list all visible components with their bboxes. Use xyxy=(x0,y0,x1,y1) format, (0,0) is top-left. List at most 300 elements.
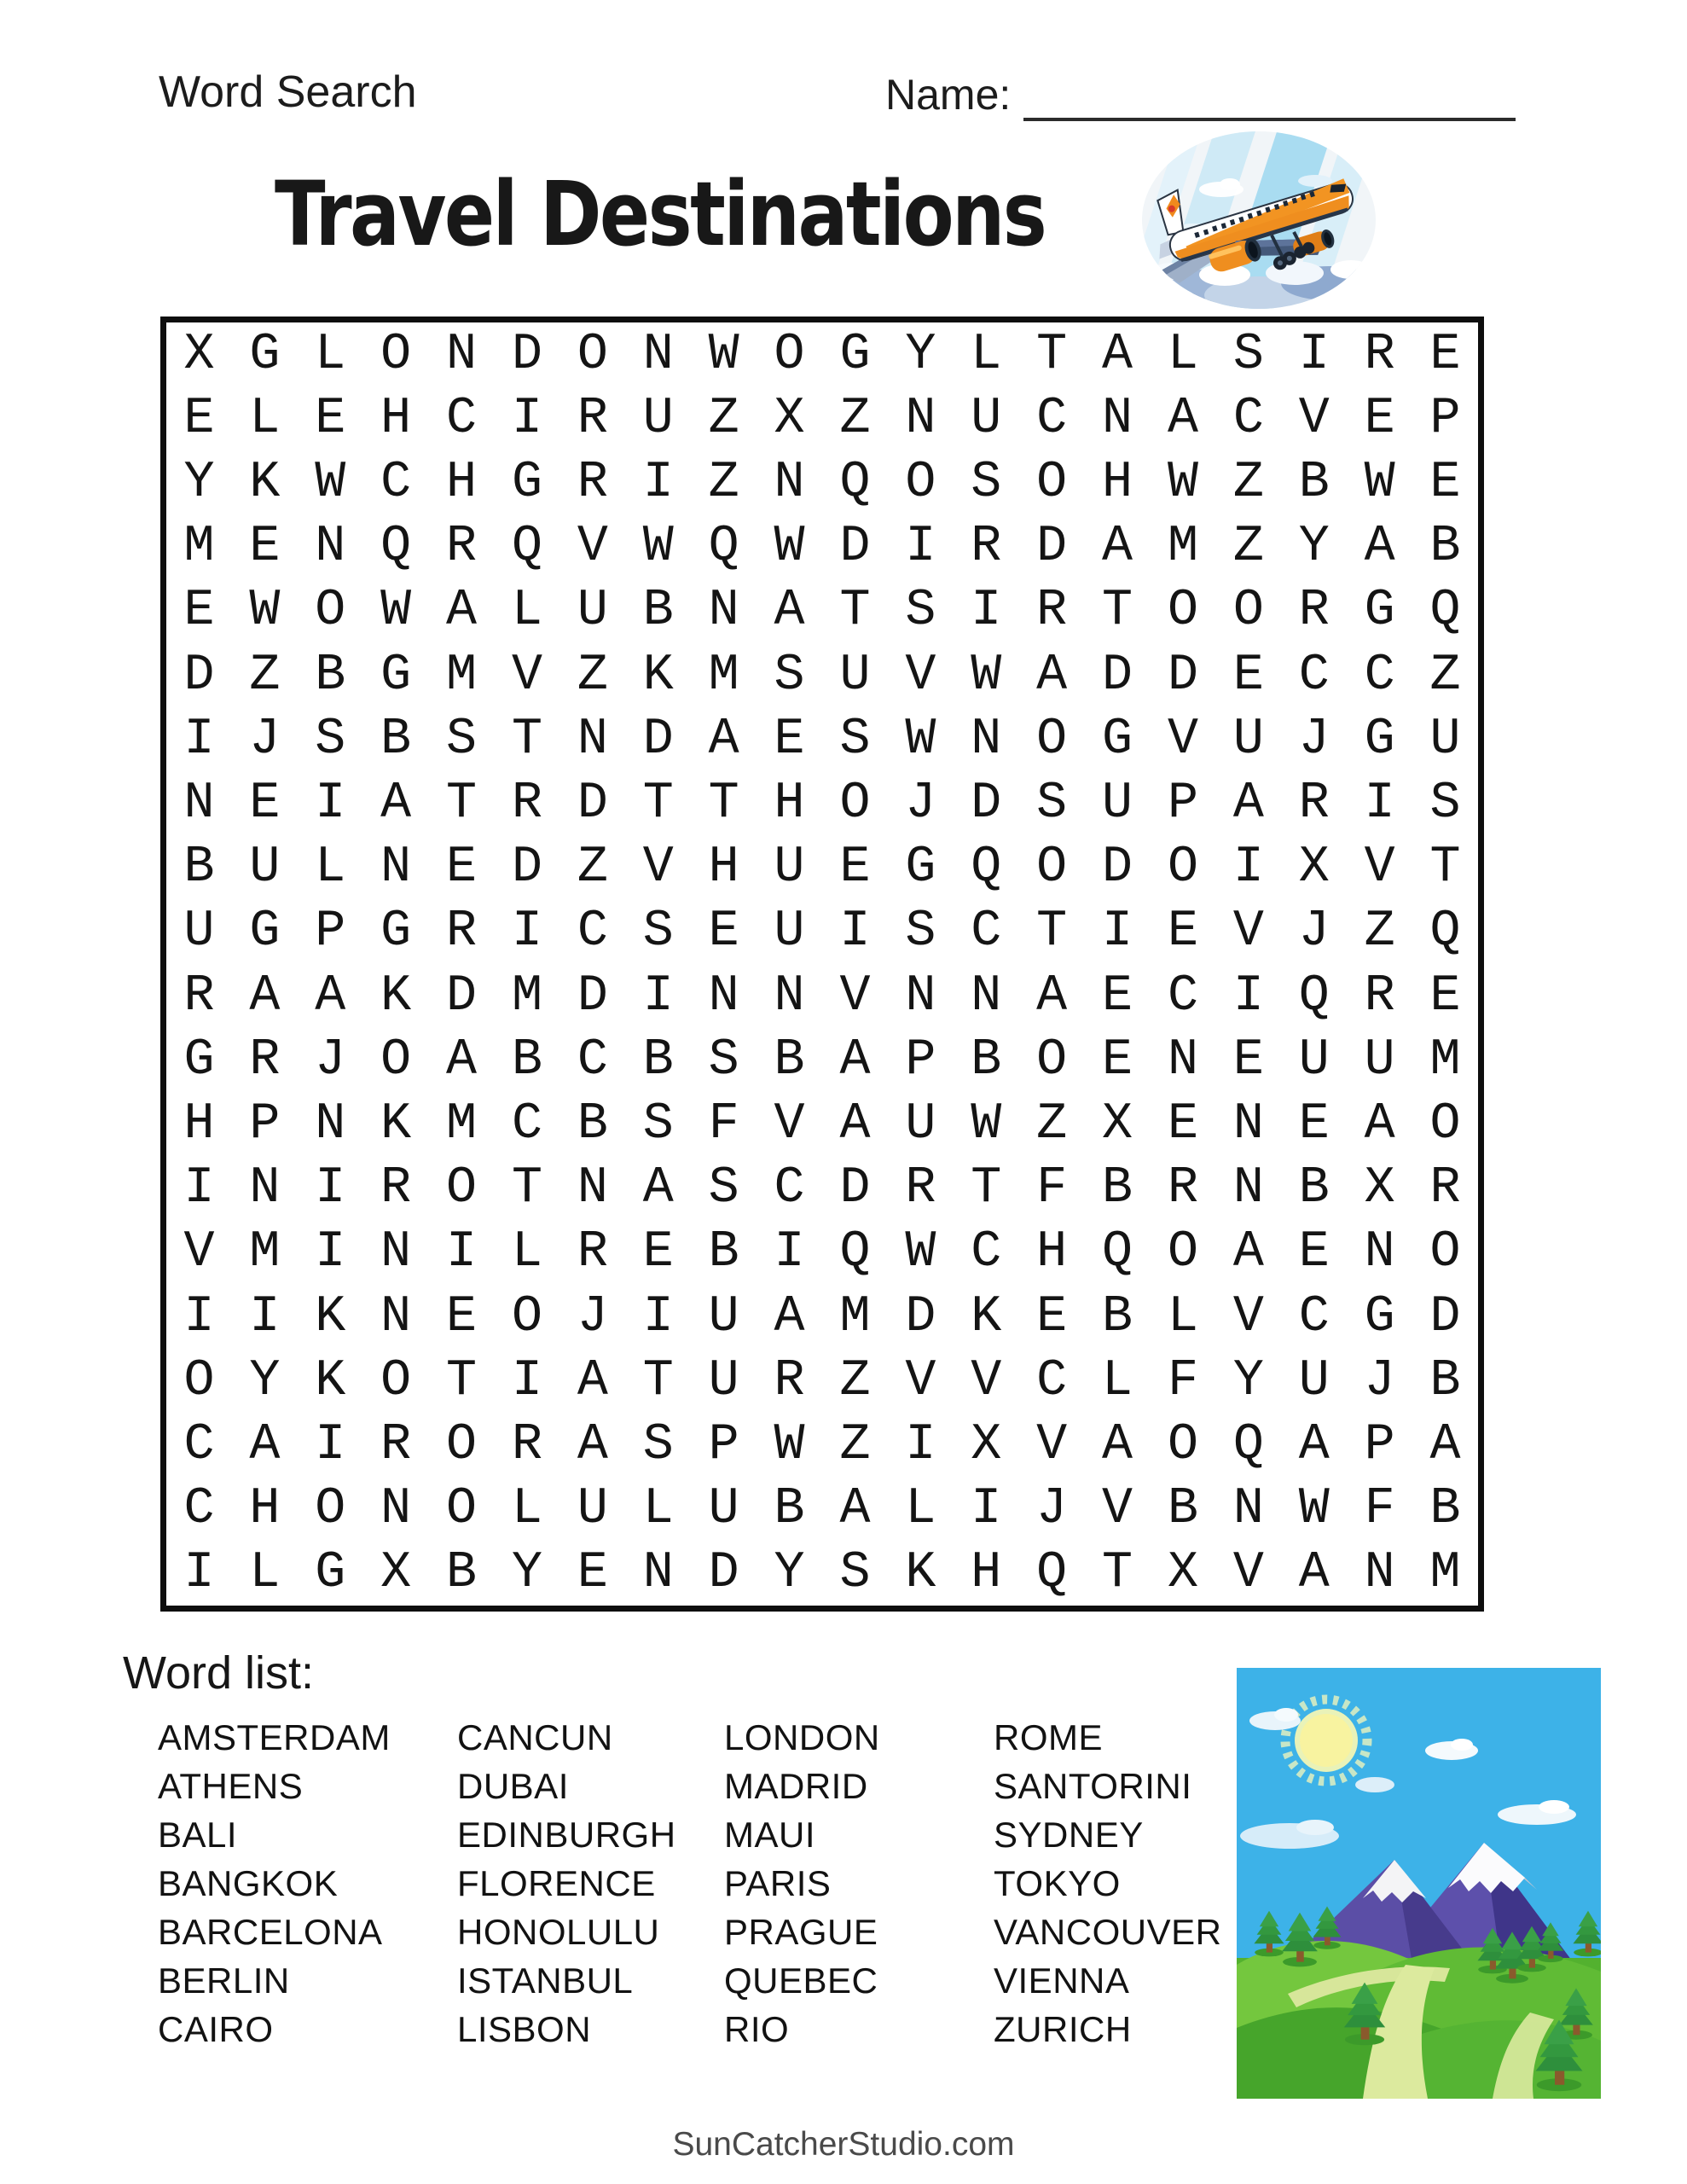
grid-cell[interactable]: T xyxy=(1036,325,1068,384)
grid-cell[interactable]: V xyxy=(1232,1287,1264,1346)
grid-cell[interactable]: Q xyxy=(971,839,1002,897)
grid-cell[interactable]: Q xyxy=(1102,1223,1133,1282)
grid-cell[interactable]: C xyxy=(380,453,412,512)
grid-cell[interactable]: E xyxy=(183,582,215,641)
grid-cell[interactable]: W xyxy=(905,710,936,769)
grid-cell[interactable]: A xyxy=(1102,518,1133,577)
grid-cell[interactable]: O xyxy=(183,1351,215,1410)
grid-cell[interactable]: D xyxy=(839,518,871,577)
grid-cell[interactable]: J xyxy=(1298,710,1330,769)
word-list-item[interactable]: AMSTERDAM xyxy=(158,1717,391,1757)
grid-cell[interactable]: I xyxy=(1298,325,1330,384)
grid-cell[interactable]: B xyxy=(1102,1159,1133,1218)
word-list-item[interactable]: VIENNA xyxy=(994,1960,1130,2001)
grid-cell[interactable]: B xyxy=(380,710,412,769)
grid-cell[interactable]: A xyxy=(1298,1544,1330,1603)
grid-cell[interactable]: V xyxy=(183,1223,215,1282)
grid-cell[interactable]: U xyxy=(774,839,805,897)
word-list-item[interactable]: VANCOUVER xyxy=(994,1912,1222,1952)
grid-cell[interactable]: T xyxy=(511,710,542,769)
grid-cell[interactable]: R xyxy=(1298,774,1330,833)
grid-cell[interactable]: L xyxy=(1102,1351,1133,1410)
grid-cell[interactable]: P xyxy=(315,903,346,961)
grid-cell[interactable]: F xyxy=(1036,1159,1068,1218)
grid-cell[interactable]: H xyxy=(380,389,412,448)
grid-cell[interactable]: N xyxy=(315,1095,346,1153)
grid-cell[interactable]: S xyxy=(315,710,346,769)
word-list-item[interactable]: BALI xyxy=(158,1815,238,1855)
grid-cell[interactable]: T xyxy=(1036,903,1068,961)
grid-cell[interactable]: J xyxy=(1364,1351,1395,1410)
grid-cell[interactable]: U xyxy=(183,903,215,961)
grid-cell[interactable]: I xyxy=(642,453,674,512)
grid-cell[interactable]: W xyxy=(315,453,346,512)
grid-cell[interactable]: A xyxy=(577,1351,608,1410)
grid-cell[interactable]: T xyxy=(642,1351,674,1410)
grid-cell[interactable]: C xyxy=(774,1159,805,1218)
grid-cell[interactable]: W xyxy=(1167,453,1198,512)
grid-cell[interactable]: B xyxy=(1167,1480,1198,1539)
grid-cell[interactable]: N xyxy=(1102,389,1133,448)
grid-cell[interactable]: R xyxy=(1167,1159,1198,1218)
grid-cell[interactable]: A xyxy=(1364,1095,1395,1153)
grid-cell[interactable]: P xyxy=(1429,389,1461,448)
grid-cell[interactable]: N xyxy=(577,1159,608,1218)
grid-cell[interactable]: E xyxy=(1298,1095,1330,1153)
grid-cell[interactable]: K xyxy=(905,1544,936,1603)
grid-cell[interactable]: Z xyxy=(839,1351,871,1410)
grid-cell[interactable]: Q xyxy=(511,518,542,577)
grid-cell[interactable]: U xyxy=(708,1351,739,1410)
grid-cell[interactable]: X xyxy=(774,389,805,448)
grid-cell[interactable]: O xyxy=(380,1031,412,1089)
grid-cell[interactable]: A xyxy=(839,1480,871,1539)
grid-cell[interactable]: N xyxy=(1232,1480,1264,1539)
grid-cell[interactable]: E xyxy=(1429,453,1461,512)
grid-cell[interactable]: G xyxy=(183,1031,215,1089)
grid-cell[interactable]: I xyxy=(642,967,674,1025)
grid-cell[interactable]: Q xyxy=(380,518,412,577)
grid-cell[interactable]: Z xyxy=(1429,646,1461,705)
grid-cell[interactable]: C xyxy=(1167,967,1198,1025)
grid-cell[interactable]: D xyxy=(1036,518,1068,577)
grid-cell[interactable]: Q xyxy=(1232,1415,1264,1474)
grid-cell[interactable]: B xyxy=(708,1223,739,1282)
grid-cell[interactable]: N xyxy=(774,453,805,512)
grid-cell[interactable]: K xyxy=(380,1095,412,1153)
grid-cell[interactable]: F xyxy=(1167,1351,1198,1410)
grid-cell[interactable]: I xyxy=(183,1159,215,1218)
grid-cell[interactable]: N xyxy=(577,710,608,769)
word-list-item[interactable]: EDINBURGH xyxy=(457,1815,676,1855)
grid-cell[interactable]: U xyxy=(708,1480,739,1539)
grid-cell[interactable]: A xyxy=(380,774,412,833)
word-list-item[interactable]: PRAGUE xyxy=(724,1912,878,1952)
grid-cell[interactable]: N xyxy=(905,389,936,448)
grid-cell[interactable]: D xyxy=(183,646,215,705)
grid-cell[interactable]: R xyxy=(577,389,608,448)
grid-cell[interactable]: D xyxy=(971,774,1002,833)
word-list-item[interactable]: FLORENCE xyxy=(457,1863,656,1903)
grid-cell[interactable]: V xyxy=(577,518,608,577)
grid-cell[interactable]: S xyxy=(708,1031,739,1089)
grid-cell[interactable]: X xyxy=(1167,1544,1198,1603)
grid-cell[interactable]: B xyxy=(183,839,215,897)
word-list-item[interactable]: QUEBEC xyxy=(724,1960,878,2001)
grid-cell[interactable]: E xyxy=(1102,1031,1133,1089)
grid-cell[interactable]: R xyxy=(183,967,215,1025)
grid-cell[interactable]: I xyxy=(511,903,542,961)
grid-cell[interactable]: A xyxy=(839,1095,871,1153)
grid-cell[interactable]: V xyxy=(642,839,674,897)
grid-cell[interactable]: A xyxy=(774,1287,805,1346)
grid-cell[interactable]: L xyxy=(905,1480,936,1539)
grid-cell[interactable]: Q xyxy=(839,1223,871,1282)
grid-cell[interactable]: B xyxy=(642,582,674,641)
grid-cell[interactable]: U xyxy=(642,389,674,448)
grid-cell[interactable]: I xyxy=(315,1159,346,1218)
grid-cell[interactable]: C xyxy=(1298,1287,1330,1346)
grid-cell[interactable]: E xyxy=(315,389,346,448)
grid-cell[interactable]: N xyxy=(315,518,346,577)
grid-cell[interactable]: B xyxy=(1429,518,1461,577)
grid-cell[interactable]: S xyxy=(708,1159,739,1218)
grid-cell[interactable]: M xyxy=(708,646,739,705)
grid-cell[interactable]: D xyxy=(1102,839,1133,897)
grid-cell[interactable]: I xyxy=(1232,967,1264,1025)
grid-cell[interactable]: N xyxy=(1364,1544,1395,1603)
grid-cell[interactable]: G xyxy=(1102,710,1133,769)
grid-cell[interactable]: J xyxy=(1036,1480,1068,1539)
grid-cell[interactable]: T xyxy=(446,1351,478,1410)
grid-cell[interactable]: N xyxy=(708,582,739,641)
grid-cell[interactable]: I xyxy=(315,774,346,833)
grid-cell[interactable]: E xyxy=(708,903,739,961)
grid-cell[interactable]: E xyxy=(1429,325,1461,384)
grid-cell[interactable]: R xyxy=(971,518,1002,577)
grid-cell[interactable]: N xyxy=(446,325,478,384)
grid-cell[interactable]: G xyxy=(1364,710,1395,769)
grid-cell[interactable]: G xyxy=(1364,582,1395,641)
grid-cell[interactable]: R xyxy=(577,453,608,512)
grid-cell[interactable]: U xyxy=(1429,710,1461,769)
grid-cell[interactable]: M xyxy=(446,1095,478,1153)
grid-cell[interactable]: H xyxy=(183,1095,215,1153)
grid-cell[interactable]: S xyxy=(971,453,1002,512)
grid-cell[interactable]: X xyxy=(971,1415,1002,1474)
grid-cell[interactable]: R xyxy=(380,1415,412,1474)
grid-cell[interactable]: S xyxy=(642,1095,674,1153)
grid-cell[interactable]: O xyxy=(1036,710,1068,769)
grid-cell[interactable]: C xyxy=(446,389,478,448)
grid-cell[interactable]: I xyxy=(183,1287,215,1346)
grid-cell[interactable]: D xyxy=(839,1159,871,1218)
grid-cell[interactable]: O xyxy=(446,1159,478,1218)
grid-cell[interactable]: O xyxy=(315,582,346,641)
grid-cell[interactable]: I xyxy=(642,1287,674,1346)
grid-cell[interactable]: W xyxy=(1298,1480,1330,1539)
grid-cell[interactable]: R xyxy=(1429,1159,1461,1218)
grid-cell[interactable]: Q xyxy=(1036,1544,1068,1603)
grid-cell[interactable]: P xyxy=(249,1095,281,1153)
grid-cell[interactable]: W xyxy=(971,646,1002,705)
grid-cell[interactable]: H xyxy=(971,1544,1002,1603)
grid-cell[interactable]: P xyxy=(1167,774,1198,833)
grid-cell[interactable]: G xyxy=(315,1544,346,1603)
grid-cell[interactable]: D xyxy=(1102,646,1133,705)
grid-cell[interactable]: E xyxy=(839,839,871,897)
grid-cell[interactable]: N xyxy=(380,1480,412,1539)
grid-cell[interactable]: R xyxy=(446,903,478,961)
grid-cell[interactable]: U xyxy=(1232,710,1264,769)
grid-cell[interactable]: G xyxy=(511,453,542,512)
grid-cell[interactable]: H xyxy=(1102,453,1133,512)
grid-cell[interactable]: L xyxy=(1167,325,1198,384)
grid-cell[interactable]: Y xyxy=(1232,1351,1264,1410)
grid-cell[interactable]: M xyxy=(839,1287,871,1346)
grid-cell[interactable]: O xyxy=(1167,582,1198,641)
grid-cell[interactable]: Z xyxy=(708,453,739,512)
grid-cell[interactable]: D xyxy=(446,967,478,1025)
grid-cell[interactable]: E xyxy=(446,1287,478,1346)
grid-cell[interactable]: A xyxy=(1102,1415,1133,1474)
grid-cell[interactable]: D xyxy=(511,839,542,897)
grid-cell[interactable]: I xyxy=(315,1415,346,1474)
grid-cell[interactable]: E xyxy=(249,518,281,577)
grid-cell[interactable]: A xyxy=(577,1415,608,1474)
grid-cell[interactable]: A xyxy=(1429,1415,1461,1474)
grid-cell[interactable]: I xyxy=(315,1223,346,1282)
grid-cell[interactable]: Z xyxy=(839,1415,871,1474)
grid-cell[interactable]: Z xyxy=(839,389,871,448)
grid-cell[interactable]: G xyxy=(1364,1287,1395,1346)
word-list-item[interactable]: TOKYO xyxy=(994,1863,1121,1903)
word-list-item[interactable]: BERLIN xyxy=(158,1960,290,2001)
grid-cell[interactable]: S xyxy=(1036,774,1068,833)
grid-cell[interactable]: O xyxy=(1036,1031,1068,1089)
grid-cell[interactable]: Y xyxy=(774,1544,805,1603)
grid-cell[interactable]: N xyxy=(708,967,739,1025)
grid-cell[interactable]: V xyxy=(971,1351,1002,1410)
grid-cell[interactable]: N xyxy=(380,839,412,897)
grid-cell[interactable]: Y xyxy=(905,325,936,384)
grid-cell[interactable]: A xyxy=(708,710,739,769)
grid-cell[interactable]: H xyxy=(708,839,739,897)
grid-cell[interactable]: I xyxy=(1102,903,1133,961)
grid-cell[interactable]: D xyxy=(577,967,608,1025)
grid-cell[interactable]: J xyxy=(577,1287,608,1346)
grid-cell[interactable]: A xyxy=(249,1415,281,1474)
grid-cell[interactable]: Z xyxy=(708,389,739,448)
grid-cell[interactable]: T xyxy=(446,774,478,833)
grid-cell[interactable]: E xyxy=(1232,646,1264,705)
grid-cell[interactable]: M xyxy=(249,1223,281,1282)
grid-cell[interactable]: U xyxy=(708,1287,739,1346)
grid-cell[interactable]: I xyxy=(511,389,542,448)
grid-cell[interactable]: I xyxy=(249,1287,281,1346)
grid-cell[interactable]: P xyxy=(905,1031,936,1089)
grid-cell[interactable]: A xyxy=(1036,646,1068,705)
grid-cell[interactable]: N xyxy=(183,774,215,833)
grid-cell[interactable]: T xyxy=(1102,1544,1133,1603)
grid-cell[interactable]: O xyxy=(774,325,805,384)
grid-cell[interactable]: S xyxy=(642,1415,674,1474)
word-list-item[interactable]: BANGKOK xyxy=(158,1863,339,1903)
grid-cell[interactable]: T xyxy=(511,1159,542,1218)
grid-cell[interactable]: T xyxy=(1102,582,1133,641)
grid-cell[interactable]: C xyxy=(1036,1351,1068,1410)
grid-cell[interactable]: Z xyxy=(1232,453,1264,512)
grid-cell[interactable]: N xyxy=(380,1223,412,1282)
grid-cell[interactable]: E xyxy=(774,710,805,769)
grid-cell[interactable]: X xyxy=(1364,1159,1395,1218)
grid-cell[interactable]: Q xyxy=(1429,903,1461,961)
grid-cell[interactable]: U xyxy=(1298,1031,1330,1089)
grid-cell[interactable]: Q xyxy=(839,453,871,512)
grid-cell[interactable]: O xyxy=(905,453,936,512)
grid-cell[interactable]: J xyxy=(315,1031,346,1089)
grid-cell[interactable]: E xyxy=(249,774,281,833)
grid-cell[interactable]: T xyxy=(1429,839,1461,897)
grid-cell[interactable]: Z xyxy=(1232,518,1264,577)
grid-cell[interactable]: K xyxy=(249,453,281,512)
grid-cell[interactable]: R xyxy=(905,1159,936,1218)
grid-cell[interactable]: O xyxy=(1036,839,1068,897)
grid-cell[interactable]: G xyxy=(380,903,412,961)
grid-cell[interactable]: W xyxy=(905,1223,936,1282)
grid-cell[interactable]: L xyxy=(642,1480,674,1539)
grid-cell[interactable]: W xyxy=(971,1095,1002,1153)
grid-cell[interactable]: I xyxy=(446,1223,478,1282)
grid-cell[interactable]: K xyxy=(315,1351,346,1410)
grid-cell[interactable]: C xyxy=(971,1223,1002,1282)
grid-cell[interactable]: O xyxy=(1167,839,1198,897)
grid-cell[interactable]: G xyxy=(839,325,871,384)
grid-cell[interactable]: H xyxy=(1036,1223,1068,1282)
grid-cell[interactable]: O xyxy=(1167,1223,1198,1282)
grid-cell[interactable]: B xyxy=(446,1544,478,1603)
grid-cell[interactable]: R xyxy=(511,1415,542,1474)
grid-cell[interactable]: X xyxy=(1298,839,1330,897)
grid-cell[interactable]: N xyxy=(1232,1159,1264,1218)
grid-cell[interactable]: X xyxy=(380,1544,412,1603)
grid-cell[interactable]: V xyxy=(1298,389,1330,448)
grid-cell[interactable]: R xyxy=(1298,582,1330,641)
grid-cell[interactable]: L xyxy=(249,389,281,448)
grid-cell[interactable]: V xyxy=(1036,1415,1068,1474)
grid-cell[interactable]: B xyxy=(1429,1480,1461,1539)
grid-cell[interactable]: O xyxy=(1429,1223,1461,1282)
grid-cell[interactable]: I xyxy=(839,903,871,961)
grid-cell[interactable]: C xyxy=(1298,646,1330,705)
grid-cell[interactable]: D xyxy=(905,1287,936,1346)
grid-cell[interactable]: N xyxy=(1167,1031,1198,1089)
grid-cell[interactable]: H xyxy=(446,453,478,512)
grid-cell[interactable]: L xyxy=(315,325,346,384)
grid-cell[interactable]: O xyxy=(577,325,608,384)
grid-cell[interactable]: E xyxy=(1429,967,1461,1025)
grid-cell[interactable]: V xyxy=(774,1095,805,1153)
grid-cell[interactable]: L xyxy=(1167,1287,1198,1346)
grid-cell[interactable]: W xyxy=(774,1415,805,1474)
grid-cell[interactable]: N xyxy=(642,325,674,384)
grid-cell[interactable]: B xyxy=(774,1480,805,1539)
word-list-item[interactable]: CANCUN xyxy=(457,1717,613,1757)
grid-cell[interactable]: C xyxy=(183,1480,215,1539)
grid-cell[interactable]: U xyxy=(577,1480,608,1539)
grid-cell[interactable]: E xyxy=(1102,967,1133,1025)
grid-cell[interactable]: A xyxy=(315,967,346,1025)
grid-cell[interactable]: R xyxy=(577,1223,608,1282)
name-input-line[interactable] xyxy=(1023,82,1516,121)
grid-cell[interactable]: D xyxy=(1429,1287,1461,1346)
grid-cell[interactable]: Q xyxy=(1298,967,1330,1025)
grid-cell[interactable]: O xyxy=(315,1480,346,1539)
grid-cell[interactable]: U xyxy=(971,389,1002,448)
grid-cell[interactable]: D xyxy=(511,325,542,384)
grid-cell[interactable]: A xyxy=(446,582,478,641)
word-list-item[interactable]: LONDON xyxy=(724,1717,880,1757)
grid-cell[interactable]: S xyxy=(905,903,936,961)
grid-cell[interactable]: S xyxy=(839,710,871,769)
grid-cell[interactable]: M xyxy=(183,518,215,577)
grid-cell[interactable]: B xyxy=(1429,1351,1461,1410)
grid-cell[interactable]: R xyxy=(1364,967,1395,1025)
grid-cell[interactable]: B xyxy=(1298,1159,1330,1218)
grid-cell[interactable]: A xyxy=(1102,325,1133,384)
word-list-item[interactable]: ISTANBUL xyxy=(457,1960,634,2001)
grid-cell[interactable]: C xyxy=(511,1095,542,1153)
word-list-item[interactable]: SANTORINI xyxy=(994,1766,1192,1806)
grid-cell[interactable]: U xyxy=(1102,774,1133,833)
grid-cell[interactable]: W xyxy=(642,518,674,577)
grid-cell[interactable]: E xyxy=(642,1223,674,1282)
grid-cell[interactable]: N xyxy=(380,1287,412,1346)
grid-cell[interactable]: O xyxy=(1429,1095,1461,1153)
grid-cell[interactable]: I xyxy=(1364,774,1395,833)
grid-cell[interactable]: D xyxy=(708,1544,739,1603)
grid-cell[interactable]: B xyxy=(1102,1287,1133,1346)
grid-cell[interactable]: Y xyxy=(249,1351,281,1410)
grid-cell[interactable]: C xyxy=(971,903,1002,961)
grid-cell[interactable]: R xyxy=(774,1351,805,1410)
grid-cell[interactable]: D xyxy=(642,710,674,769)
grid-cell[interactable]: A xyxy=(839,1031,871,1089)
grid-cell[interactable]: U xyxy=(774,903,805,961)
grid-cell[interactable]: L xyxy=(315,839,346,897)
grid-cell[interactable]: M xyxy=(1167,518,1198,577)
grid-cell[interactable]: G xyxy=(380,646,412,705)
grid-cell[interactable]: S xyxy=(839,1544,871,1603)
grid-cell[interactable]: V xyxy=(1232,1544,1264,1603)
grid-cell[interactable]: A xyxy=(446,1031,478,1089)
grid-cell[interactable]: N xyxy=(971,710,1002,769)
word-list-item[interactable]: MADRID xyxy=(724,1766,868,1806)
grid-cell[interactable]: C xyxy=(1364,646,1395,705)
grid-cell[interactable]: O xyxy=(1167,1415,1198,1474)
grid-cell[interactable]: N xyxy=(905,967,936,1025)
grid-cell[interactable]: U xyxy=(1298,1351,1330,1410)
grid-cell[interactable]: J xyxy=(1298,903,1330,961)
grid-cell[interactable]: T xyxy=(839,582,871,641)
grid-cell[interactable]: U xyxy=(839,646,871,705)
grid-cell[interactable]: I xyxy=(183,710,215,769)
grid-cell[interactable]: M xyxy=(511,967,542,1025)
grid-cell[interactable]: I xyxy=(183,1544,215,1603)
grid-cell[interactable]: N xyxy=(1364,1223,1395,1282)
word-list-item[interactable]: DUBAI xyxy=(457,1766,569,1806)
grid-cell[interactable]: V xyxy=(1364,839,1395,897)
